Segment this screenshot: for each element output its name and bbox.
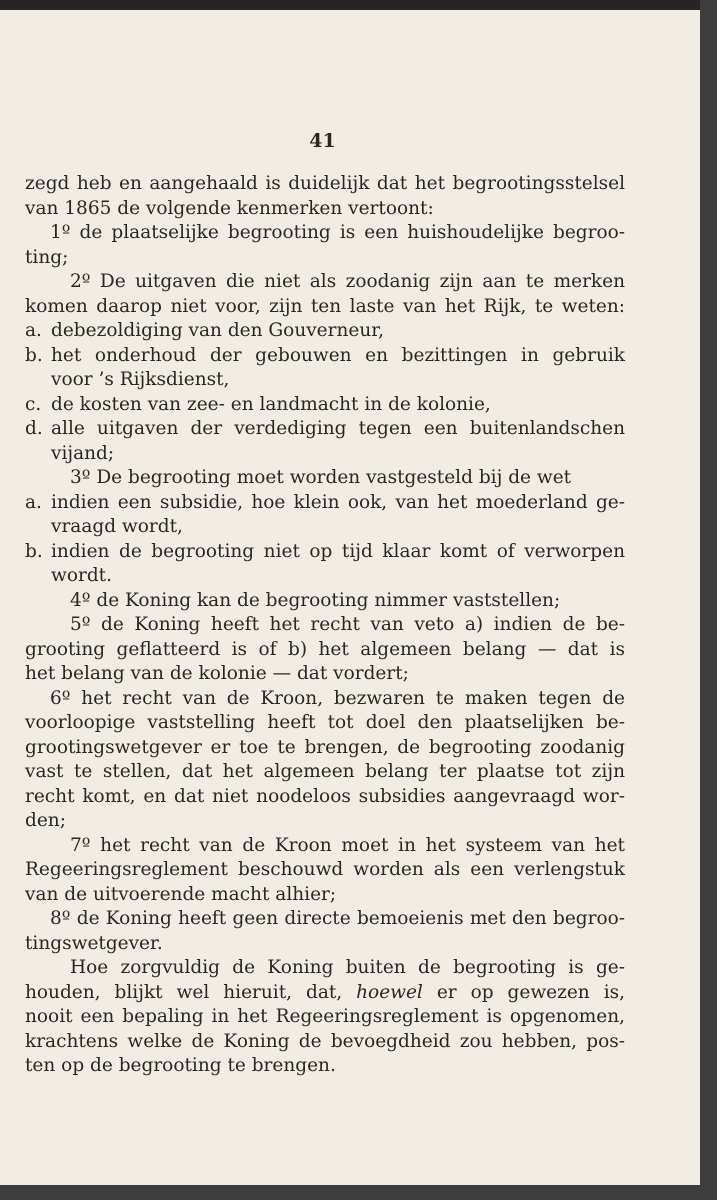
line-text: voor ’s Rijksdienst, [51, 369, 230, 390]
line-text: ting; [25, 246, 69, 268]
list-item-line [25, 393, 625, 418]
line-text: 2º De uitgaven die niet als zoodanig zijn aan te merken [70, 271, 625, 292]
list-item-line [25, 417, 625, 442]
line-text: 7º het recht van de Kroon moet in het systeem van het [70, 834, 625, 856]
text-line [25, 270, 625, 295]
list-marker: b. [25, 344, 43, 366]
list-item-line [25, 344, 625, 369]
line-text: tingswetgever. [25, 932, 163, 954]
line-text: alle uitgaven der verdediging tegen een buitenlandschen [51, 418, 625, 439]
text-line [25, 883, 625, 908]
text-span: houden, blijkt wel hieruit, dat, [25, 981, 357, 1003]
text-line [25, 858, 625, 883]
line-text: ten op de begrooting te brengen. [25, 1055, 336, 1076]
text-line [25, 221, 625, 246]
body-text [25, 172, 625, 1079]
line-text: recht komt, en dat niet noodeloos subsidies aangevraagd wor- [25, 785, 625, 807]
text-line [25, 638, 625, 663]
line-text: de kosten van zee- en landmacht in de kolonie, [51, 393, 491, 415]
line-text: krachtens welke de Koning de bevoegdheid zou hebben, pos- [25, 1030, 625, 1052]
line-text: vijand; [51, 442, 115, 464]
italic-word: hoewel [356, 981, 423, 1003]
line-text: debezoldiging van den Gouverneur, [51, 320, 384, 341]
line-text: wordt. [51, 565, 112, 586]
line-text: voorloopige vaststelling heeft tot doel den plaatselijken be- [25, 712, 625, 733]
line-text: vast te stellen, dat het algemeen belang ter plaatse tot zijn [25, 761, 625, 782]
list-item-line [25, 319, 625, 344]
text-line [25, 736, 625, 761]
list-marker: d. [25, 418, 43, 439]
line-text: zegd heb en aangehaald is duidelijk dat het begrootingsstelsel [25, 173, 625, 194]
line-text: 5º de Koning heeft het recht van veto a) indien de be- [70, 614, 625, 635]
line-text: Hoe zorgvuldig de Koning buiten de begrooting is ge- [70, 957, 625, 978]
line-text: van 1865 de volgende kenmerken vertoont: [25, 197, 434, 219]
list-marker: a. [25, 491, 42, 513]
line-text: 3º De begrooting moet worden vastgesteld bij de wet [70, 467, 572, 488]
text-line [25, 1030, 625, 1055]
line-text: den; [25, 810, 66, 831]
line-text: het onderhoud der gebouwen en bezittingen in gebruik [51, 344, 625, 366]
text-line [25, 981, 625, 1006]
text-line [25, 956, 625, 981]
text-line [25, 368, 625, 393]
text-line [25, 1054, 625, 1079]
list-marker: a. [25, 320, 42, 341]
text-span: er op gewezen is, [422, 981, 625, 1003]
list-item-line [25, 540, 625, 565]
line-text: nooit een bepaling in het Regeeringsreglement is opgenomen, [25, 1006, 625, 1027]
text-line [25, 466, 625, 491]
text-line [25, 785, 625, 810]
text-line [25, 834, 625, 859]
text-line [25, 687, 625, 712]
list-marker: b. [25, 540, 43, 562]
text-line [25, 442, 625, 467]
line-text: grooting geflatteerd is of b) het algemeen belang — dat is [25, 638, 625, 660]
line-text: 6º het recht van de Kroon, bezwaren te maken tegen de [50, 687, 625, 709]
line-text: 8º de Koning heeft geen directe bemoeienis met den begroo- [50, 908, 625, 929]
text-line [25, 613, 625, 638]
list-marker: c. [25, 393, 42, 415]
text-line [25, 907, 625, 932]
line-text: Regeeringsreglement beschouwd worden als een verlengstuk [25, 859, 625, 880]
line-text: grootingswetgever er toe te brengen, de begrooting zoodanig [25, 736, 625, 758]
text-line [25, 662, 625, 687]
line-text: van de uitvoerende macht alhier; [25, 883, 337, 905]
line-text: vraagd wordt, [51, 516, 183, 537]
line-text: 1º de plaatselijke begrooting is een huishoudelijke begroo- [50, 222, 625, 243]
line-text: het belang van de kolonie — dat vordert; [25, 663, 409, 684]
list-item-line [25, 491, 625, 516]
page-number: 41 [309, 130, 336, 152]
text-line [25, 515, 625, 540]
text-line [25, 172, 625, 197]
line-text: indien de begrooting niet op tijd klaar komt of verworpen [51, 540, 625, 562]
text-line [25, 589, 625, 614]
line-text: indien een subsidie, hoe klein ook, van het moederland ge- [51, 491, 625, 513]
text-line [25, 760, 625, 785]
text-line [25, 246, 625, 271]
text-line [25, 1005, 625, 1030]
text-line [25, 564, 625, 589]
text-line [25, 932, 625, 957]
line-text: 4º de Koning kan de begrooting nimmer vaststellen; [70, 589, 561, 611]
text-line [25, 295, 625, 320]
text-line [25, 809, 625, 834]
line-text: komen daarop niet voor, zijn ten laste van het Rijk, te weten: [25, 295, 625, 317]
text-line [25, 711, 625, 736]
text-line [25, 197, 625, 222]
